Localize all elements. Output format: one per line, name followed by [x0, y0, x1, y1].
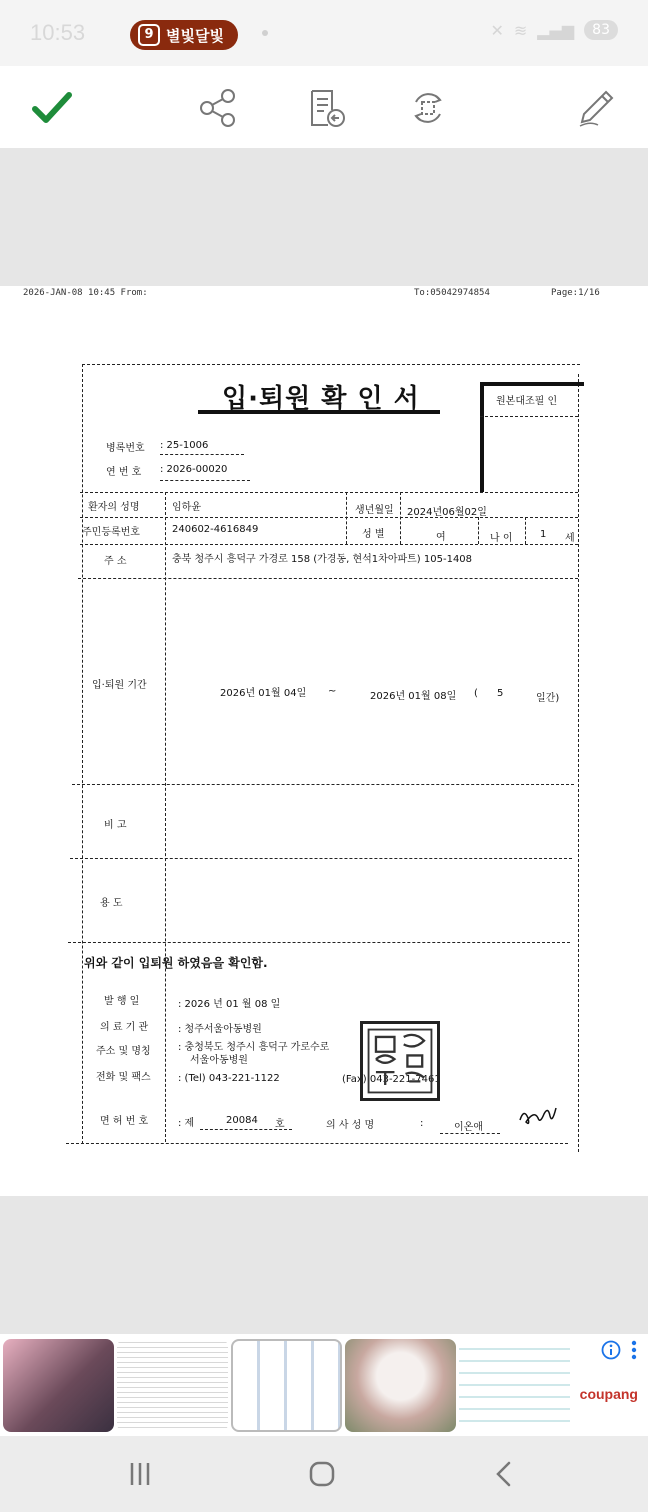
fax-header-left: 2026-JAN-08 10:45 From: [23, 288, 148, 298]
document-page [0, 286, 648, 1196]
thumbnail-document-current[interactable] [231, 1339, 342, 1432]
document-import-icon [306, 88, 346, 128]
row-line-7 [68, 942, 570, 943]
row-line-1 [80, 492, 578, 493]
institution-label: 의 료 기 관 [100, 1022, 149, 1033]
confirm-text: 위와 같이 입퇴원 하였음을 확인함. [84, 956, 268, 970]
phone-value: : (Tel) 043-221-1122 [178, 1073, 280, 1084]
wifi-icon: ≋ [513, 20, 528, 40]
serial-line [160, 480, 250, 481]
recents-button[interactable] [120, 1454, 160, 1494]
age-value: 1 [540, 529, 547, 540]
recents-icon [127, 1461, 153, 1487]
period-open: ( [474, 688, 478, 699]
serial-label: 연 번 호 [106, 467, 142, 478]
record-no-label: 병록번호 [106, 443, 145, 454]
signal-icon: ▂▄▆ [537, 20, 575, 40]
sex-value: 여 [436, 532, 446, 543]
back-icon [493, 1460, 515, 1488]
fax-header-to: To:05042974854 [414, 288, 490, 298]
birth-value: 2024년06월02일 [407, 507, 487, 518]
hospital-seal [360, 1021, 440, 1101]
record-no-value: : 25-1006 [160, 440, 209, 451]
addr-name-label: 주소 및 명칭 [96, 1046, 151, 1057]
system-nav-bar [0, 1436, 648, 1512]
crop-rotate-icon [408, 88, 448, 128]
info-icon[interactable] [601, 1340, 621, 1360]
sex-label: 성 별 [362, 529, 385, 540]
doctor-line [440, 1133, 500, 1134]
fax-value: (Fax) 043-221-7461 [342, 1074, 441, 1085]
issue-date-value: : 2026 년 01 월 08 일 [178, 999, 281, 1010]
license-suffix: 호 [275, 1119, 285, 1130]
age-value-column-line [525, 517, 526, 544]
birth-value-column-line [400, 492, 401, 544]
title-underline [198, 410, 440, 414]
period-end: 2026년 01월 08일 [370, 691, 457, 702]
viewer-toolbar [0, 66, 648, 148]
original-label: 원본대조필 인 [496, 396, 558, 407]
addr-name-line2: 서울아동병원 [190, 1055, 248, 1066]
row-line-3 [80, 544, 578, 545]
form-border-top [82, 364, 580, 365]
thumbnail-photo-1[interactable] [3, 1339, 114, 1432]
original-box-top [480, 382, 584, 386]
row-line-2 [80, 517, 578, 518]
notification-count: 9 [138, 24, 160, 46]
form-border-bottom [66, 1143, 568, 1144]
period-start: 2026년 01월 04일 [220, 688, 307, 699]
thumbnail-calendar[interactable] [459, 1339, 570, 1432]
share-button[interactable] [196, 86, 240, 130]
thumbnail-document-1[interactable] [117, 1339, 228, 1432]
license-number: 20084 [226, 1115, 258, 1126]
status-dot [262, 30, 268, 36]
doctor-name: 이온애 [454, 1122, 483, 1133]
status-time: 10:53 [30, 20, 86, 45]
notification-pill[interactable] [130, 20, 238, 50]
age-label: 나 이 [490, 533, 513, 544]
period-days: 5 [497, 688, 504, 699]
notification-label: 별빛달빛 [166, 26, 224, 45]
doctor-colon: : [420, 1118, 424, 1129]
doctor-label: 의 사 성 명 [326, 1120, 375, 1131]
rrn-value: 240602-4616849 [172, 524, 259, 535]
patient-name-label: 환자의 성명 [88, 502, 140, 513]
more-vertical-icon[interactable] [630, 1340, 638, 1360]
address-value: 충북 청주시 흥덕구 가경로 158 (가경동, 현석1차아파트) 105-1408 [172, 554, 473, 565]
period-days-unit: 일간) [536, 693, 560, 704]
crop-rotate-button[interactable] [406, 86, 450, 130]
period-tilde: ~ [328, 686, 337, 697]
row-line-6 [70, 858, 572, 859]
seal-glyph-icon [363, 1024, 437, 1098]
institution-value: : 청주서울아동병원 [178, 1024, 262, 1035]
row-line-4 [78, 578, 578, 579]
age-column-line [478, 517, 479, 544]
rrn-label: 주민등록번호 [82, 527, 140, 538]
row-line-5 [72, 784, 574, 785]
license-prefix: : 제 [178, 1118, 195, 1129]
purpose-label: 용 도 [100, 898, 123, 909]
addr-name-line1: : 충청북도 청주시 흥덕구 가로수로 [178, 1042, 330, 1053]
patient-name-value: 임하윤 [172, 502, 201, 513]
address-label: 주 소 [104, 556, 127, 567]
edit-button[interactable] [574, 86, 618, 130]
period-label: 입·퇴원 기간 [92, 680, 147, 691]
home-icon [308, 1460, 336, 1488]
pen-icon [576, 88, 616, 128]
serial-value: : 2026-00020 [160, 464, 228, 475]
fax-header-page: Page:1/16 [551, 288, 600, 298]
birth-column-line [346, 492, 347, 544]
back-button[interactable] [484, 1454, 524, 1494]
confirm-button[interactable] [30, 86, 74, 130]
doctor-signature-icon [516, 1102, 560, 1132]
license-label: 면 허 번 호 [100, 1116, 149, 1127]
record-no-line [160, 454, 244, 455]
home-button[interactable] [302, 1454, 342, 1494]
original-box-left [480, 382, 484, 492]
form-border-left [82, 364, 83, 1144]
status-icons [490, 20, 618, 40]
mute-icon: ✕ [490, 20, 504, 40]
battery-indicator: 83 [584, 20, 618, 40]
issue-date-label: 발 행 일 [104, 996, 140, 1007]
share-icon [198, 88, 238, 128]
label-column-line [165, 492, 166, 1142]
thumbnail-photo-2[interactable] [345, 1339, 456, 1432]
original-box-mid [480, 416, 578, 417]
birth-label: 생년월일 [355, 505, 394, 516]
phone-label: 전화 및 팩스 [96, 1072, 151, 1083]
form-title: 입·퇴원 확 인 서 [222, 384, 420, 414]
ad-brand[interactable]: coupang [579, 1386, 638, 1402]
form-border-right [578, 374, 579, 1152]
status-bar [0, 0, 648, 66]
checkmark-icon [32, 91, 72, 125]
license-line [200, 1129, 292, 1130]
age-unit: 세 [565, 533, 575, 544]
thumbnail-gallery [0, 1334, 648, 1436]
document-button[interactable] [304, 86, 348, 130]
remarks-label: 비 고 [104, 820, 127, 831]
